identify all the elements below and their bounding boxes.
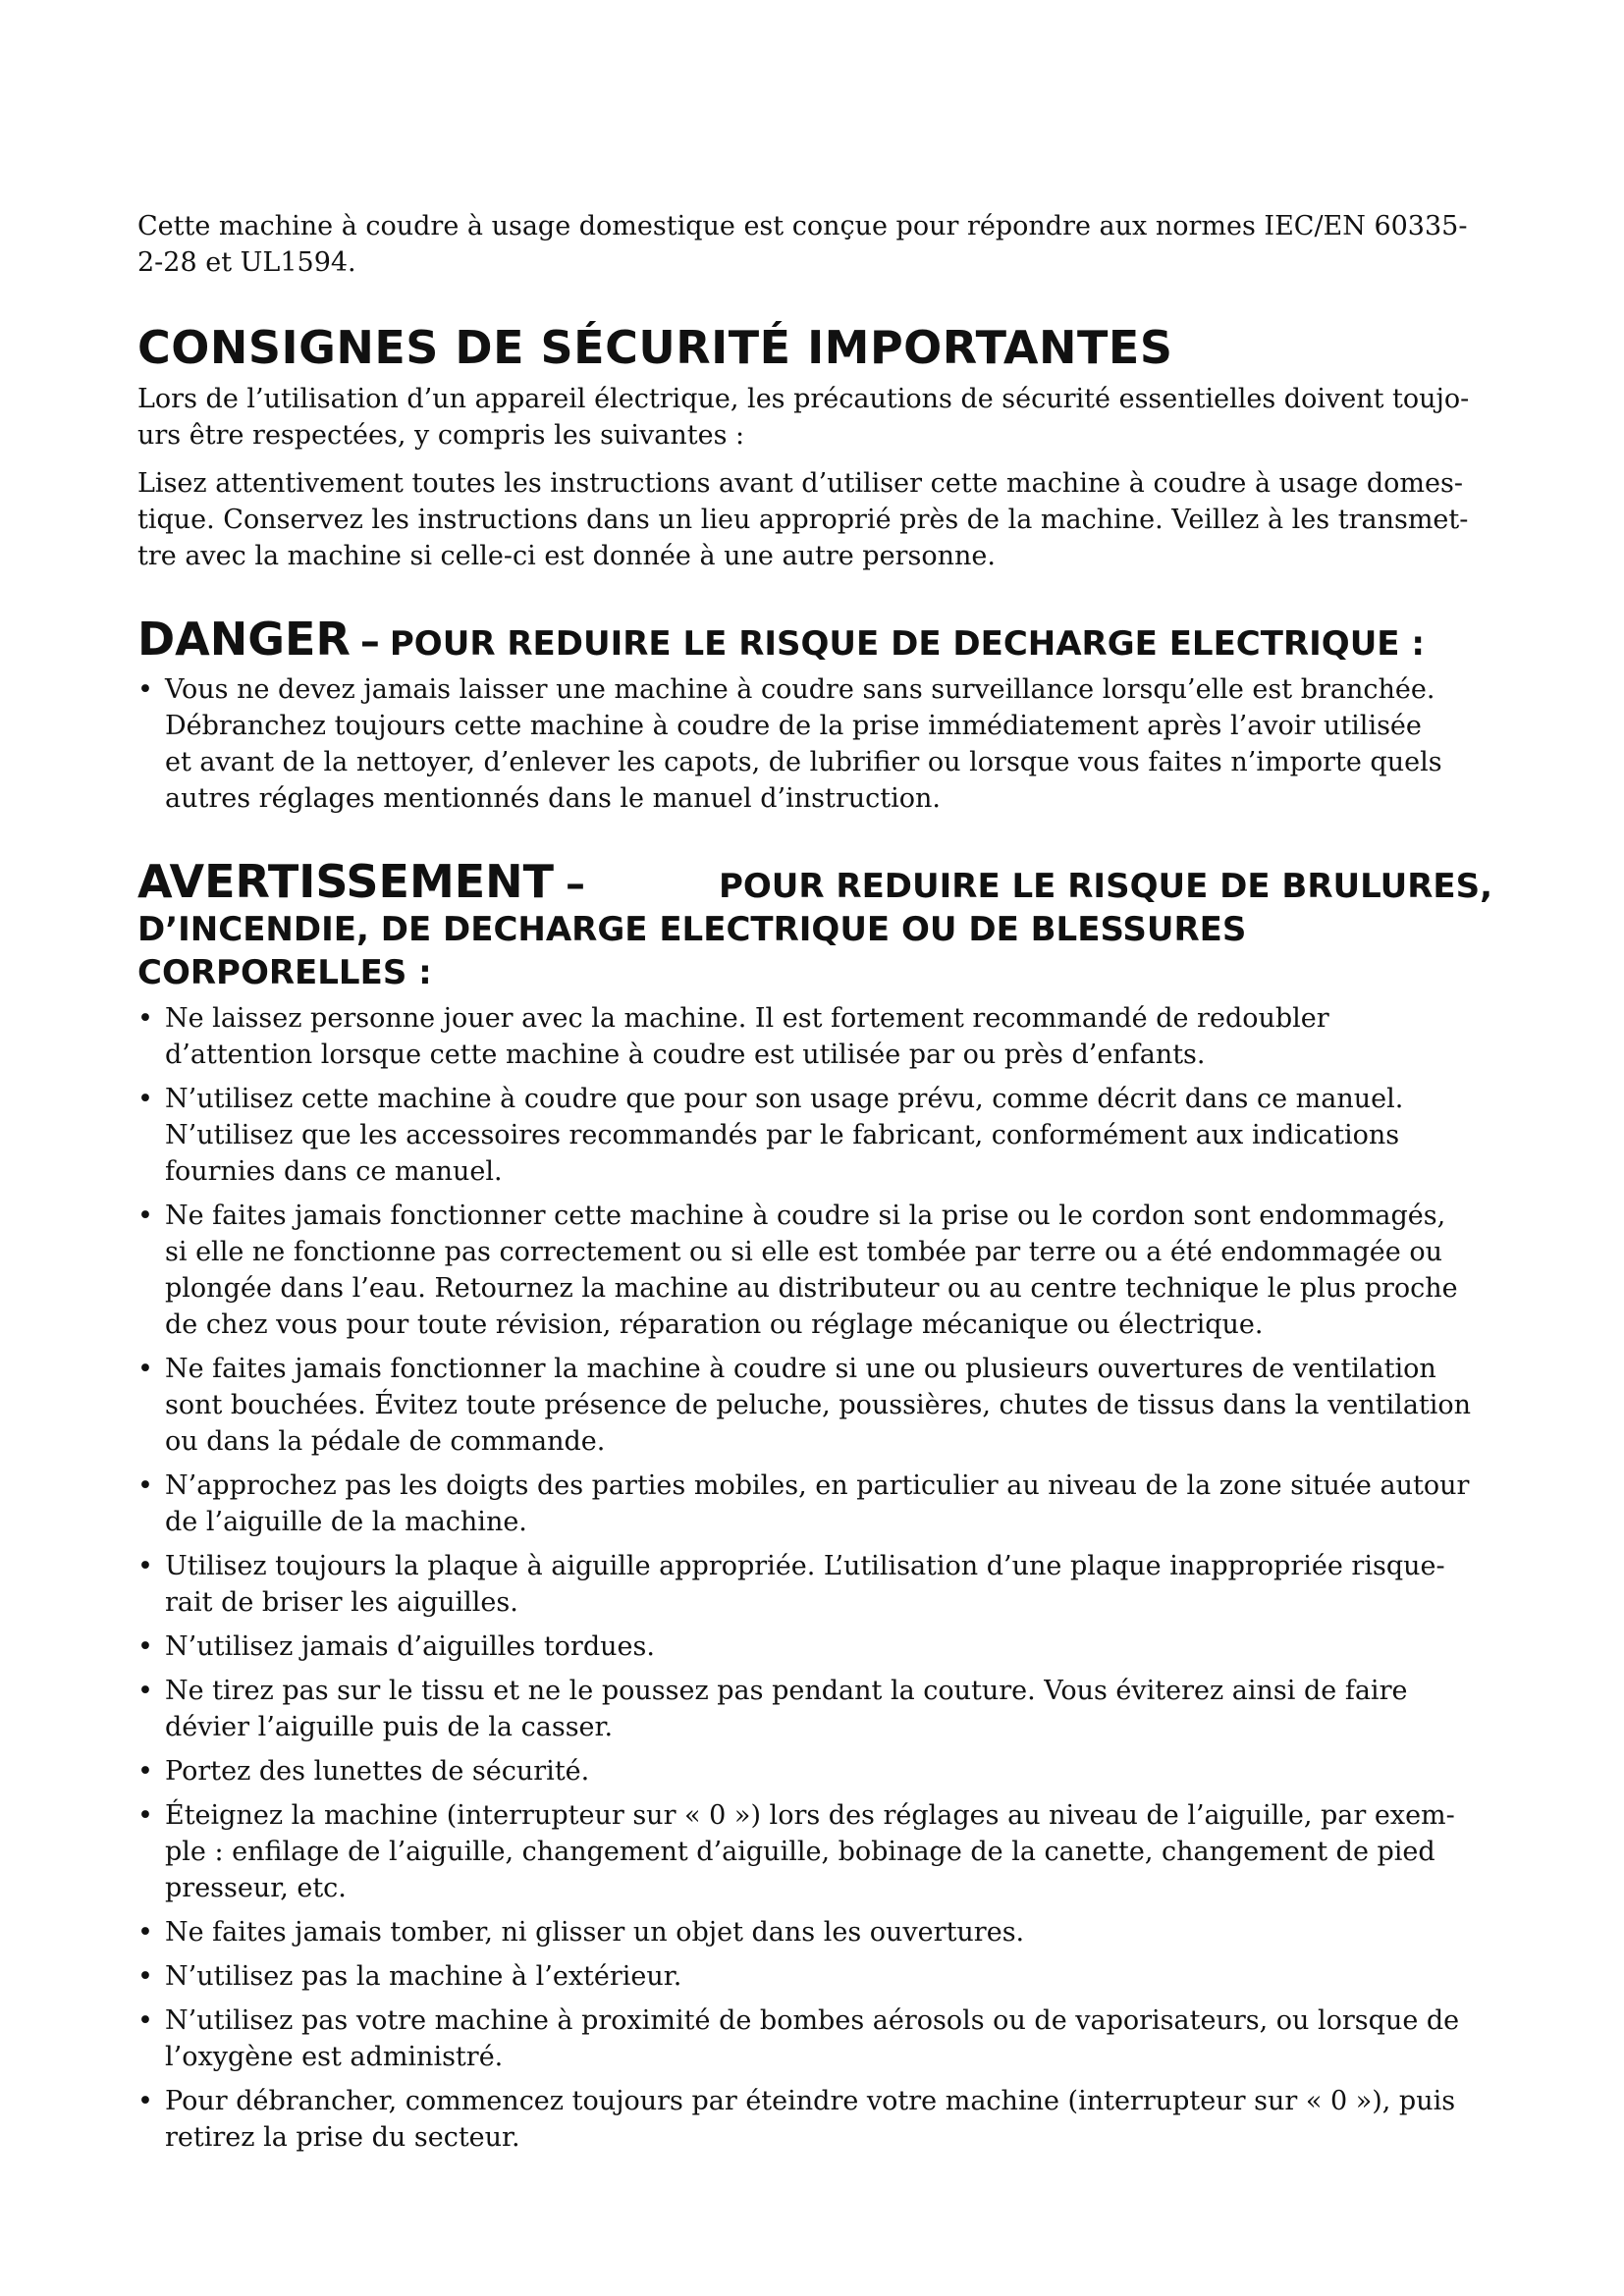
list-item-line: Vous ne devez jamais laisser une machine à coudre sans surveillance lorsqu’elle est branchée. [165, 674, 1435, 705]
list-item-line: Ne faites jamais fonctionner la machine à coudre si une ou plusieurs ouvertures de ventilation [165, 1354, 1436, 1384]
list-item-line: ou dans la pédale de commande. [165, 1426, 606, 1457]
paragraph-line: Lors de l’utilisation d’un appareil électrique, les précautions de sécurité essentielles doivent toujo- [137, 384, 1470, 414]
list-item-line: Débranchez toujours cette machine à coudre de la prise immédiatement après l’avoir utilisée [165, 711, 1422, 741]
list-item [137, 1548, 1492, 1621]
list-item-line: Portez des lunettes de sécurité. [165, 1756, 590, 1787]
list-item-line: si elle ne fonctionne pas correctement ou si elle est tombée par terre ou a été endommagée ou [165, 1237, 1442, 1267]
danger-title: DANGER [137, 613, 351, 666]
bullet-icon: • [137, 1551, 153, 1581]
bullet-icon: • [137, 1676, 153, 1706]
warning-heading [137, 856, 1492, 994]
intro-line: Cette machine à coudre à usage domestique est conçue pour répondre aux normes IEC/EN 60335- [137, 211, 1468, 241]
list-item-line: N’utilisez pas votre machine à proximité de bombes aérosols ou de vaporisateurs, ou lorsque de [165, 2005, 1460, 2036]
list-item-line: d’attention lorsque cette machine à coudre est utilisée par ou près d’enfants. [165, 1040, 1206, 1070]
list-item-line: de chez vous pour toute révision, réparation ou réglage mécanique ou électrique. [165, 1309, 1264, 1340]
intro-paragraph [137, 208, 1492, 281]
list-item-line: fournies dans ce manuel. [165, 1156, 503, 1187]
document-page [137, 208, 1492, 2163]
list-item-line: N’utilisez pas la machine à l’extérieur. [165, 1961, 682, 1992]
list-item-line: sont bouchées. Évitez toute présence de peluche, poussières, chutes de tissus dans la ventilation [165, 1390, 1472, 1420]
warning-title: AVERTISSEMENT [137, 855, 555, 908]
bullet-icon: • [137, 1917, 153, 1948]
bullet-icon: • [137, 1961, 153, 1992]
bullet-icon: • [137, 2086, 153, 2116]
list-item [137, 1958, 1492, 1995]
warning-subtitle-line1: POUR REDUIRE LE RISQUE DE BRULURES, [718, 867, 1492, 906]
list-item-line: rait de briser les aiguilles. [165, 1587, 518, 1618]
danger-dash: – [359, 619, 380, 665]
bullet-icon: • [137, 1756, 153, 1787]
list-item-line: Utilisez toujours la plaque à aiguille appropriée. L’utilisation d’une plaque inappropriée risque- [165, 1551, 1445, 1581]
bullet-icon: • [137, 1354, 153, 1384]
list-item-line: ple : enfilage de l’aiguille, changement d’aiguille, bobinage de la canette, changement de pied [165, 1837, 1435, 1867]
list-item-line: retirez la prise du secteur. [165, 2122, 520, 2153]
list-item [137, 1000, 1492, 1073]
list-item [137, 1198, 1492, 1343]
list-item-line: N’approchez pas les doigts des parties mobiles, en particulier au niveau de la zone située autour [165, 1470, 1470, 1501]
list-item-line: N’utilisez jamais d’aiguilles tordues. [165, 1631, 655, 1662]
list-item [137, 1081, 1492, 1190]
list-item-line: N’utilisez cette machine à coudre que pour son usage prévu, comme décrit dans ce manuel. [165, 1084, 1404, 1114]
list-item [137, 1673, 1492, 1745]
list-item-line: Ne faites jamais fonctionner cette machine à coudre si la prise ou le cordon sont endommagés, [165, 1201, 1446, 1231]
list-item [137, 2083, 1492, 2156]
list-item [137, 1468, 1492, 1540]
list-item-line: N’utilisez que les accessoires recommandés par le fabricant, conformément aux indications [165, 1120, 1400, 1150]
list-item [137, 1914, 1492, 1950]
list-item [137, 671, 1492, 817]
list-item-line: Pour débrancher, commencez toujours par éteindre votre machine (interrupteur sur « 0 »), puis [165, 2086, 1456, 2116]
list-item-line: et avant de la nettoyer, d’enlever les capots, de lubrifier ou lorsque vous faites n’importe quels [165, 747, 1442, 777]
paragraph-line: Lisez attentivement toutes les instructions avant d’utiliser cette machine à coudre à usage domes- [137, 468, 1463, 499]
list-item-line: de l’aiguille de la machine. [165, 1507, 527, 1537]
danger-heading [137, 614, 1492, 666]
warning-list [137, 1000, 1492, 2156]
read-instructions-paragraph [137, 465, 1492, 574]
warning-dash: – [566, 862, 586, 907]
intro-line: 2-28 et UL1594. [137, 247, 356, 278]
list-item-line: presseur, etc. [165, 1873, 347, 1903]
paragraph-line: tre avec la machine si celle-ci est donnée à une autre personne. [137, 541, 996, 571]
list-item [137, 1629, 1492, 1665]
bullet-icon: • [137, 1800, 153, 1831]
page-title: CONSIGNES DE SÉCURITÉ IMPORTANTES [137, 321, 1173, 374]
list-item-line: Ne tirez pas sur le tissu et ne le poussez pas pendant la couture. Vous éviterez ainsi de faire [165, 1676, 1408, 1706]
list-item-line: dévier l’aiguille puis de la casser. [165, 1712, 614, 1742]
bullet-icon: • [137, 674, 153, 705]
list-item-line: Éteignez la machine (interrupteur sur « 0 ») lors des réglages au niveau de l’aiguille, par exem- [165, 1800, 1455, 1831]
paragraph-line: tique. Conservez les instructions dans un lieu approprié près de la machine. Veillez à les transmet- [137, 505, 1469, 535]
intro-precautions-paragraph [137, 381, 1492, 454]
bullet-icon: • [137, 1003, 153, 1034]
list-item-line: Ne laissez personne jouer avec la machine. Il est fortement recommandé de redoubler [165, 1003, 1329, 1034]
bullet-icon: • [137, 1470, 153, 1501]
danger-subtitle: POUR REDUIRE LE RISQUE DE DECHARGE ELECTRIQUE : [389, 624, 1425, 664]
list-item-line: plongée dans l’eau. Retournez la machine au distributeur ou au centre technique le plus proche [165, 1273, 1458, 1304]
bullet-icon: • [137, 1631, 153, 1662]
danger-list [137, 671, 1492, 817]
list-item-line: l’oxygène est administré. [165, 2042, 504, 2072]
list-item-line: autres réglages mentionnés dans le manuel d’instruction. [165, 783, 941, 814]
paragraph-line: urs être respectées, y compris les suivantes : [137, 420, 745, 451]
list-item-line: Ne faites jamais tomber, ni glisser un objet dans les ouvertures. [165, 1917, 1025, 1948]
bullet-icon: • [137, 1201, 153, 1231]
list-item [137, 1351, 1492, 1460]
list-item [137, 2002, 1492, 2075]
bullet-icon: • [137, 1084, 153, 1114]
list-item [137, 1753, 1492, 1789]
bullet-icon: • [137, 2005, 153, 2036]
list-item [137, 1797, 1492, 1906]
warning-subtitle-line2: D’INCENDIE, DE DECHARGE ELECTRIQUE OU DE BLESSURES CORPORELLES : [137, 910, 1247, 992]
